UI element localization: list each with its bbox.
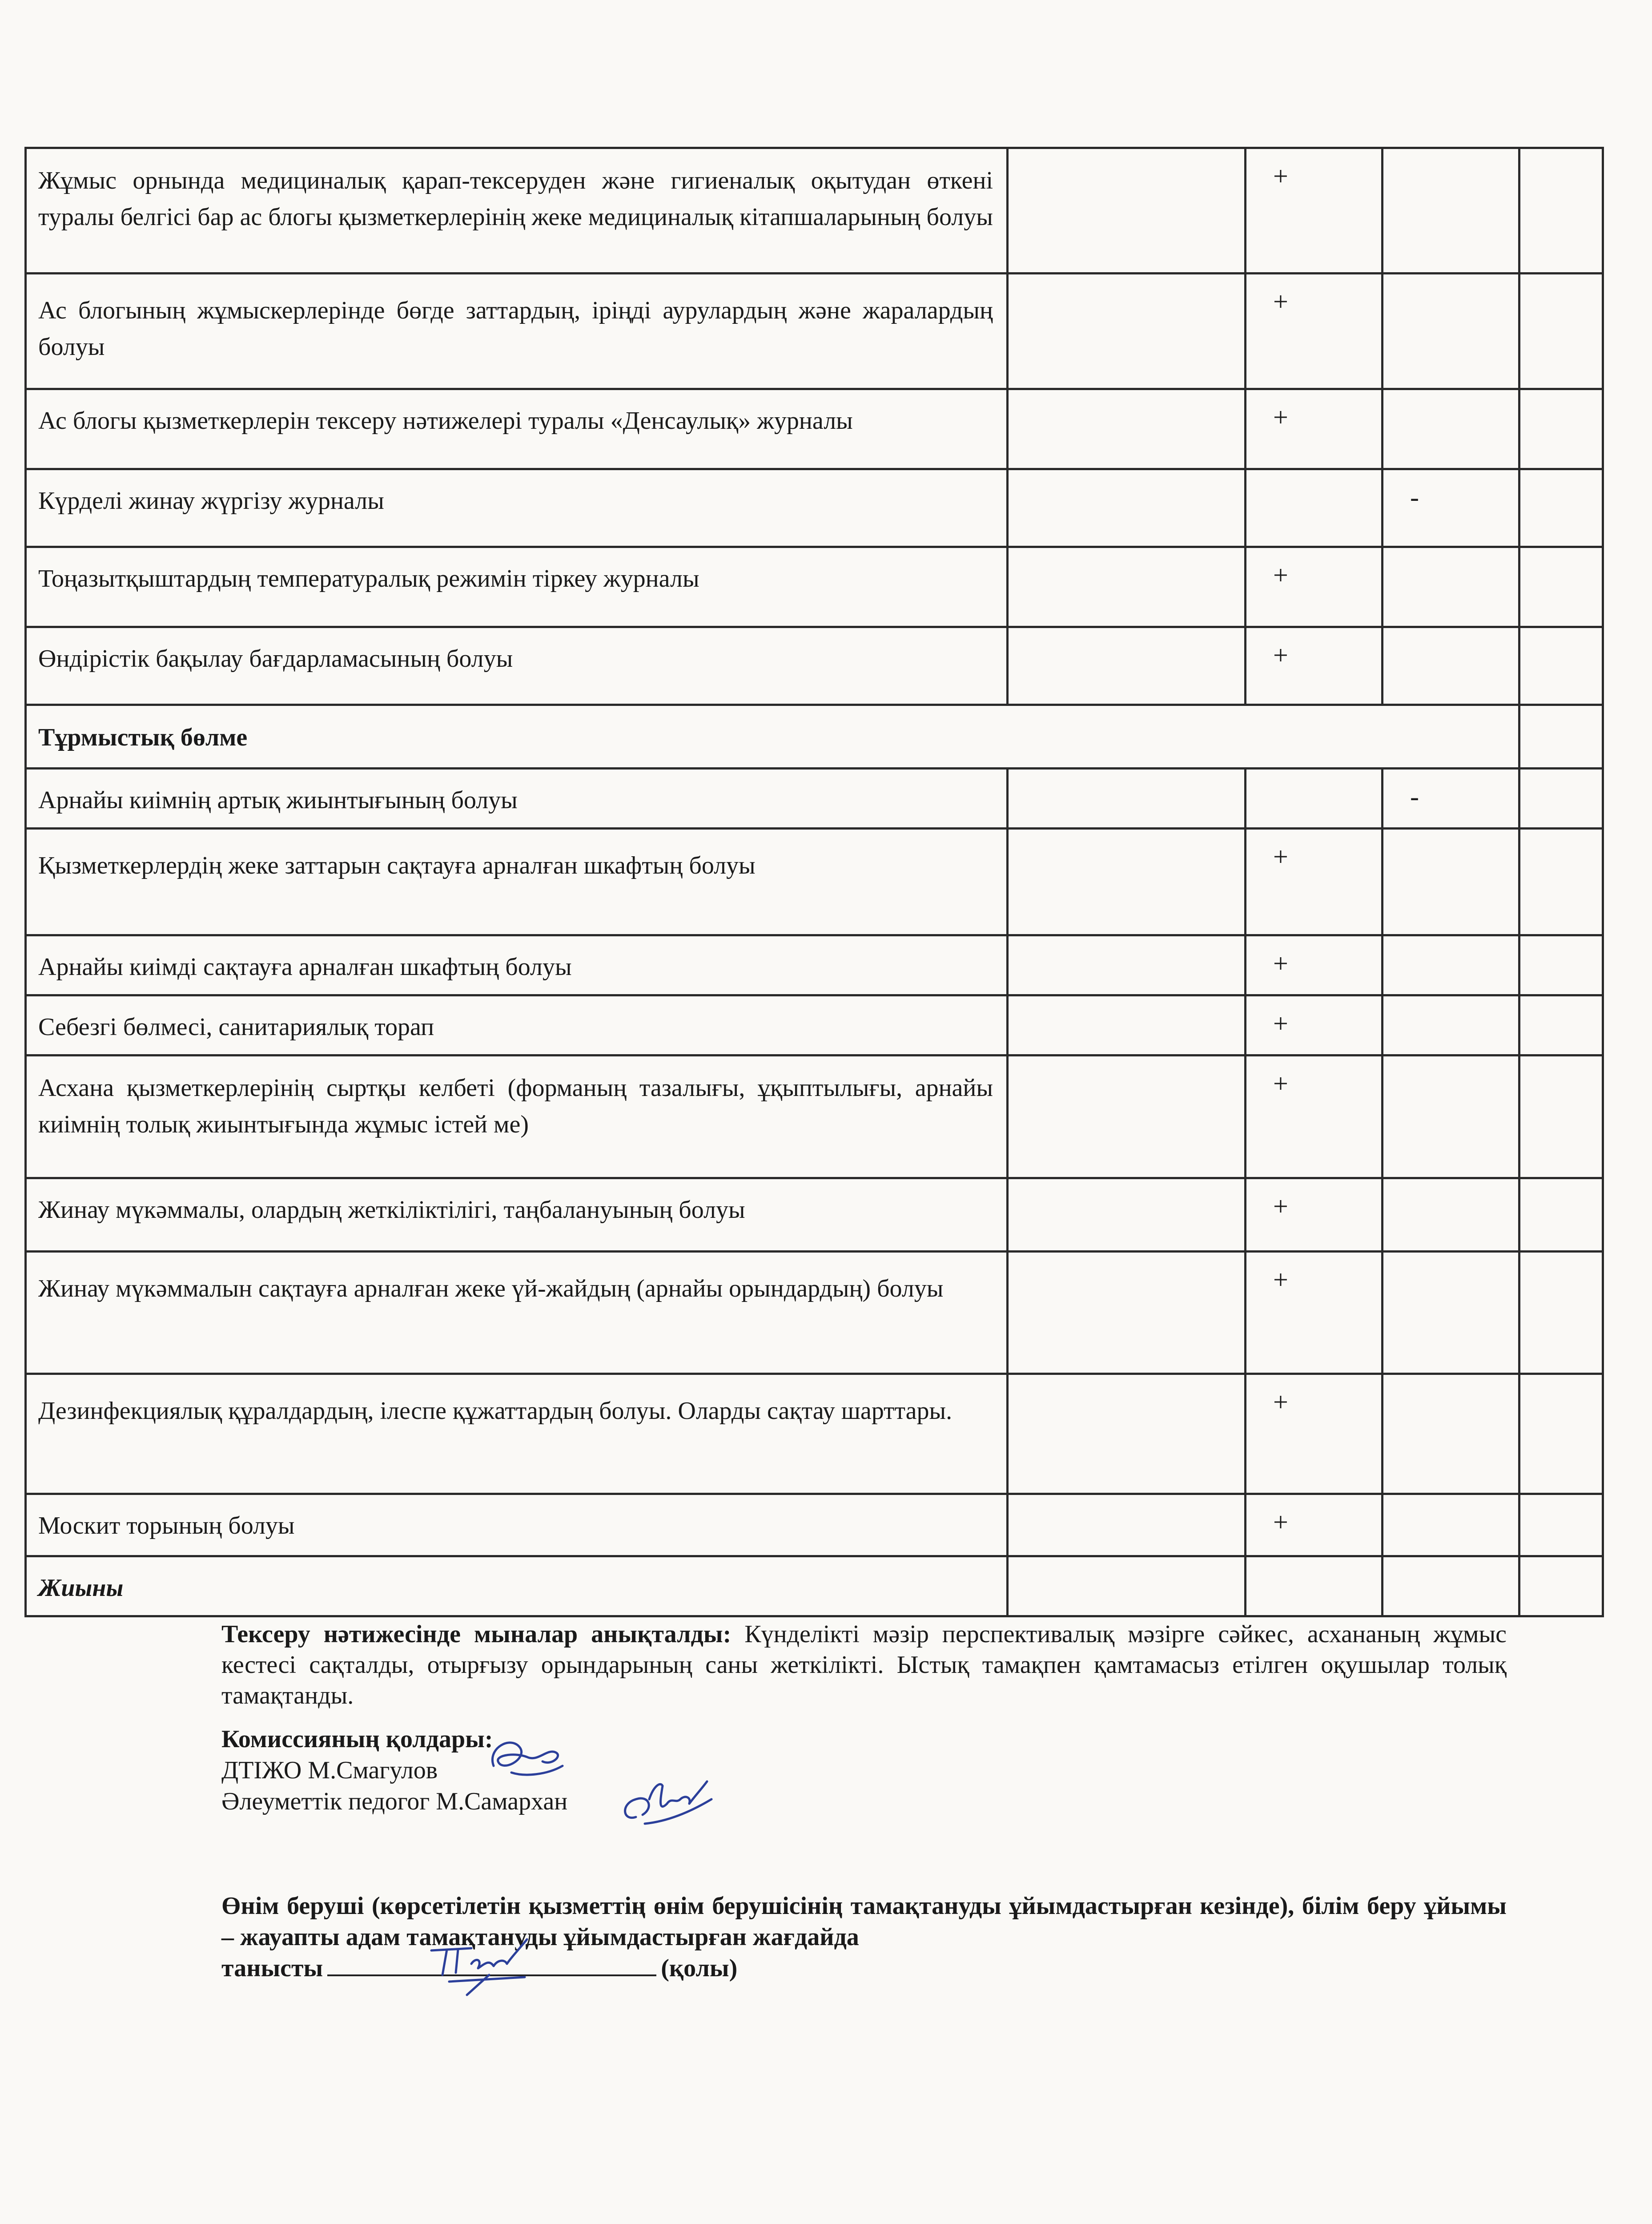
mark-cell — [1383, 935, 1519, 995]
mark-cell — [1008, 627, 1246, 705]
findings-lead: Тексеру нәтижесінде мыналар анықталды: — [221, 1620, 732, 1648]
mark-cell — [1008, 1556, 1246, 1616]
mark-cell — [1519, 1252, 1603, 1374]
criterion-cell: Себезгі бөлмесі, санитариялық торап — [26, 995, 1008, 1056]
mark-cell: + — [1246, 829, 1383, 935]
mark-cell: + — [1246, 547, 1383, 627]
table-row — [26, 1374, 1603, 1494]
mark-cell — [1519, 547, 1603, 627]
criterion-cell: Дезинфекциялық құралдардың, ілеспе құжаттардың болуы. Оларды сақтау шарттары. — [26, 1374, 1008, 1494]
mark-cell: + — [1246, 1374, 1383, 1494]
mark-cell — [1008, 1056, 1246, 1178]
food-provider-acknowledgement: Өнім беруші (көрсетілетін қызметтің өнім берушісінің тамақтануды ұйымдастырған кезінде), білім беру ұйымы – жауапты адам тамақтануды ұйымдастырған жағдайда — [221, 1892, 1507, 1951]
mark-cell: + — [1246, 1056, 1383, 1178]
table-row — [26, 148, 1603, 274]
mark-cell — [1008, 274, 1246, 389]
mark-cell — [1519, 627, 1603, 705]
criterion-cell: Жинау мүкәммалы, олардың жеткіліктілігі, таңбалануының болуы — [26, 1178, 1008, 1252]
mark-cell — [1519, 1374, 1603, 1494]
signature-samarkhan — [618, 1773, 716, 1830]
signatory-2: Әлеуметтік педогог М.Самархан — [221, 1788, 568, 1815]
mark-cell — [1383, 1056, 1519, 1178]
mark-cell — [1383, 627, 1519, 705]
mark-cell: + — [1246, 1494, 1383, 1556]
ack-suffix: (қолы) — [661, 1954, 738, 1982]
total-row — [26, 1556, 1603, 1616]
mark-cell: + — [1246, 148, 1383, 274]
mark-cell — [1383, 1178, 1519, 1252]
mark-cell — [1519, 1178, 1603, 1252]
criterion-cell: Ас блогы қызметкерлерін тексеру нәтижелері туралы «Денсаулық» журналы — [26, 389, 1008, 469]
criterion-cell: Өндірістік бақылау бағдарламасының болуы — [26, 627, 1008, 705]
mark-cell — [1008, 1374, 1246, 1494]
mark-cell — [1383, 829, 1519, 935]
signatory-1: ДТІЖО М.Смагулов — [221, 1757, 438, 1784]
table-row — [26, 1494, 1603, 1556]
mark-cell — [1008, 469, 1246, 547]
section-row — [26, 705, 1603, 769]
mark-cell — [1008, 148, 1246, 274]
mark-cell — [1008, 769, 1246, 829]
criterion-cell: Жиыны — [26, 1556, 1008, 1616]
criterion-cell: Асхана қызметкерлерінің сыртқы келбеті (форманың тазалығы, ұқыптылығы, арнайы киімнің толық жиынтығында жұмыс істей ме) — [26, 1056, 1008, 1178]
table-row — [26, 627, 1603, 705]
mark-cell — [1246, 1556, 1383, 1616]
mark-cell — [1383, 148, 1519, 274]
criterion-cell: Тоңазытқыштардың температуралық режимін тіркеу журналы — [26, 547, 1008, 627]
table-row — [26, 547, 1603, 627]
criterion-cell: Арнайы киімнің артық жиынтығының болуы — [26, 769, 1008, 829]
mark-cell — [1519, 1556, 1603, 1616]
table-row — [26, 1252, 1603, 1374]
mark-cell: + — [1246, 1178, 1383, 1252]
findings-text: Күнделікті мәзір перспективалық мәзірге сәйкес, асхананың жұмыс кестесі сақталды, отырғызу орындарының саны жеткілікті. Ыстық тамақпен қамтамасыз етілген оқушылар толық тамақтанды. — [221, 1620, 1507, 1709]
criterion-cell: Күрделі жинау жүргізу журналы — [26, 469, 1008, 547]
mark-cell — [1519, 935, 1603, 995]
mark-cell: + — [1246, 1252, 1383, 1374]
mark-cell: + — [1246, 995, 1383, 1056]
mark-cell — [1519, 389, 1603, 469]
mark-cell — [1008, 1178, 1246, 1252]
signature-provider — [422, 1933, 538, 1999]
table-row — [26, 1056, 1603, 1178]
mark-cell — [1519, 1494, 1603, 1556]
mark-cell: + — [1246, 627, 1383, 705]
signatures-heading: Комиссияның қолдары: — [221, 1725, 493, 1753]
table-row — [26, 935, 1603, 995]
mark-cell — [1008, 1252, 1246, 1374]
criterion-cell: Жинау мүкәммалын сақтауға арналған жеке үй-жайдың (арнайы орындардың) болуы — [26, 1252, 1008, 1374]
mark-cell — [1246, 769, 1383, 829]
mark-cell — [1519, 1056, 1603, 1178]
section-title: Тұрмыстық бөлме — [26, 705, 1519, 769]
mark-cell — [1246, 469, 1383, 547]
mark-cell — [1383, 1494, 1519, 1556]
inspection-checklist-table — [24, 147, 1604, 1617]
inspection-findings — [221, 1619, 1507, 1711]
mark-cell — [1383, 1252, 1519, 1374]
mark-cell — [1008, 547, 1246, 627]
mark-cell — [1519, 705, 1603, 769]
mark-cell — [1008, 389, 1246, 469]
mark-cell: + — [1246, 935, 1383, 995]
mark-cell — [1383, 389, 1519, 469]
mark-cell — [1519, 995, 1603, 1056]
signature-smagulov — [485, 1730, 569, 1784]
mark-cell — [1383, 547, 1519, 627]
table-row — [26, 1178, 1603, 1252]
mark-cell — [1519, 148, 1603, 274]
table-row — [26, 769, 1603, 829]
mark-cell — [1519, 274, 1603, 389]
criterion-cell: Ас блогының жұмыскерлерінде бөгде заттардың, іріңді аурулардың және жаралардың болуы — [26, 274, 1008, 389]
mark-cell: + — [1246, 274, 1383, 389]
table-row — [26, 469, 1603, 547]
mark-cell — [1008, 935, 1246, 995]
table-row — [26, 274, 1603, 389]
criterion-cell: Арнайы киімді сақтауға арналған шкафтың болуы — [26, 935, 1008, 995]
table-row — [26, 389, 1603, 469]
criterion-cell: Москит торының болуы — [26, 1494, 1008, 1556]
criterion-cell: Жұмыс орнында медициналық қарап-тексеруден және гигиеналық оқытудан өткені туралы белгісі бар ас блогы қызметкерлерінің жеке медициналық кітапшаларының болуы — [26, 148, 1008, 274]
mark-cell — [1519, 469, 1603, 547]
mark-cell — [1383, 995, 1519, 1056]
mark-cell — [1519, 769, 1603, 829]
mark-cell: + — [1246, 389, 1383, 469]
table-row — [26, 829, 1603, 935]
ack-label: танысты — [221, 1954, 323, 1982]
mark-cell: - — [1383, 469, 1519, 547]
mark-cell: - — [1383, 769, 1519, 829]
mark-cell — [1008, 1494, 1246, 1556]
criterion-cell: Қызметкерлердің жеке заттарын сақтауға арналған шкафтың болуы — [26, 829, 1008, 935]
mark-cell — [1383, 274, 1519, 389]
mark-cell — [1008, 829, 1246, 935]
table-row — [26, 995, 1603, 1056]
mark-cell — [1519, 829, 1603, 935]
mark-cell — [1383, 1556, 1519, 1616]
mark-cell — [1383, 1374, 1519, 1494]
mark-cell — [1008, 995, 1246, 1056]
